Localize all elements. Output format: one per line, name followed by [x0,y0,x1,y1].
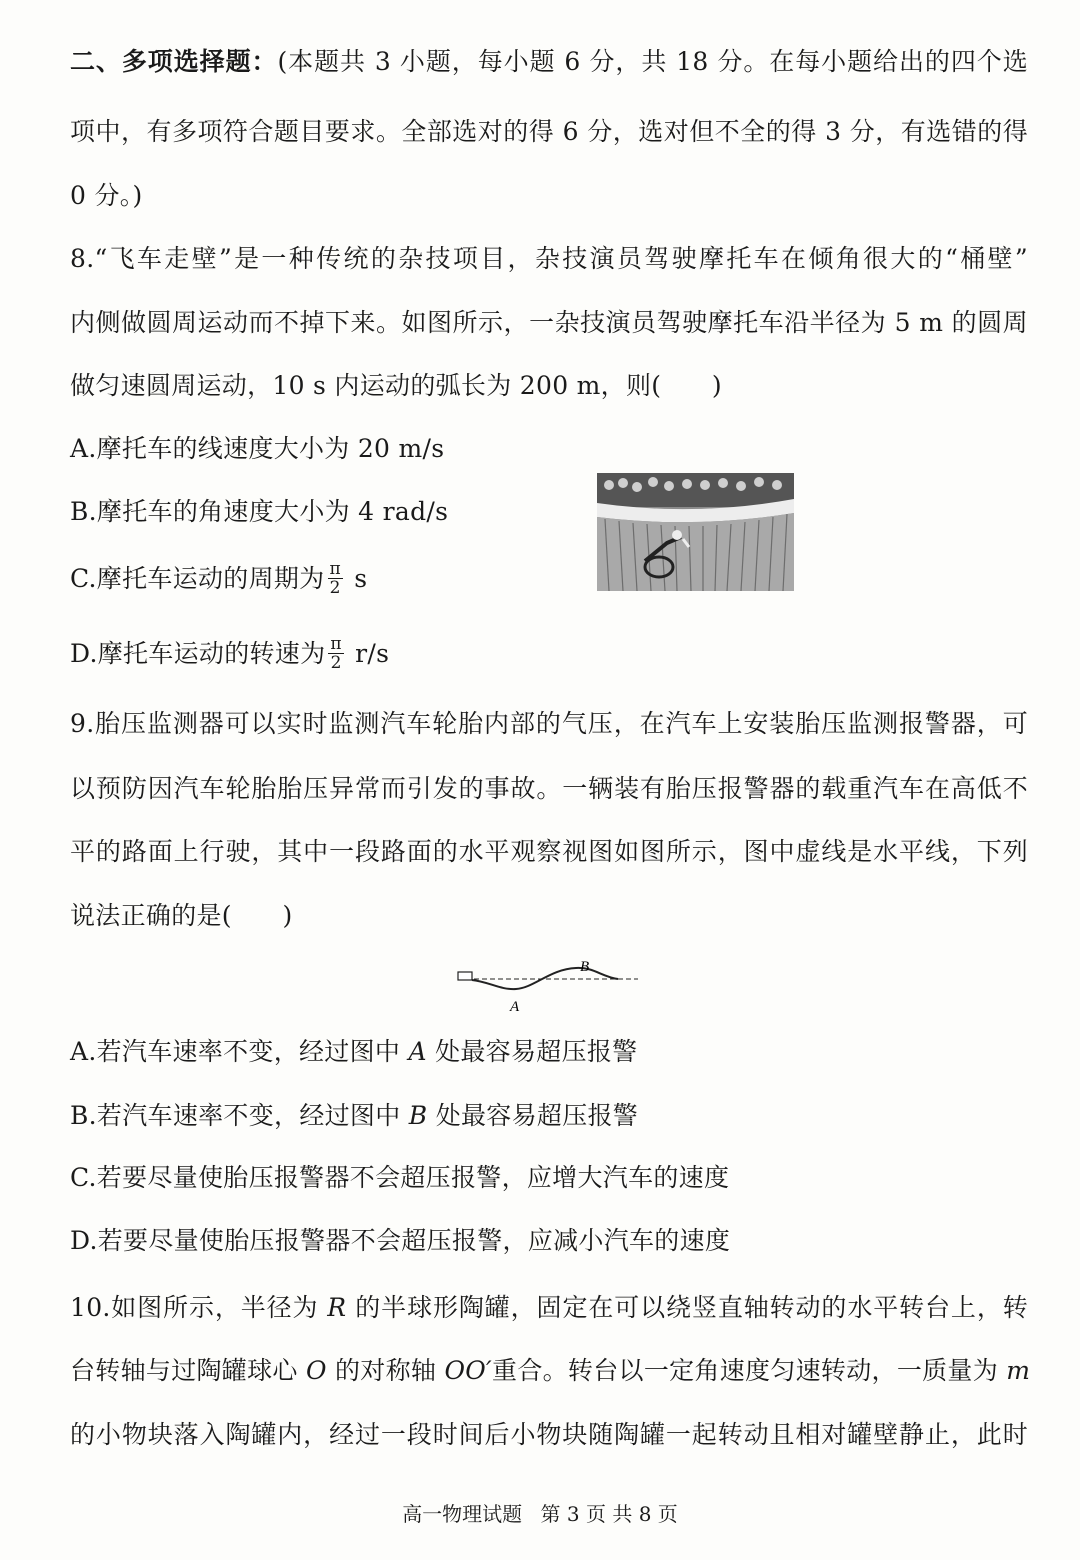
q9-stem-line-3: 平的路面上行驶，其中一段路面的水平观察视图如图所示，图中虚线是水平线，下列 [70,837,1028,866]
q9-road-diagram [450,955,650,1015]
fraction-denominator: 2 [330,653,342,673]
q8-option-c-text: C.摩托车运动的周期为 [70,564,325,593]
q9-option-a-text: A.若汽车速率不变，经过图中 [70,1037,401,1066]
q8-option-c-unit: s [354,564,368,593]
q9-option-c: C.若要尽量使胎压报警器不会超压报警，应增大汽车的速度 [70,1163,730,1192]
q9-option-a [70,1034,637,1070]
q10-stem-line-2 [70,1353,1031,1389]
wall-of-death-picture [597,473,794,591]
q10-stem-line-3: 的小物块落入陶罐内，经过一段时间后小物块随陶罐一起转动且相对罐壁静止，此时 [70,1420,1028,1449]
point-b-label: B [580,959,590,975]
q10-radius-symbol: R [327,1293,347,1322]
q8-option-c-fraction [328,560,343,597]
fraction-denominator: 2 [329,578,341,598]
q9-option-b-point: B [408,1101,428,1130]
section-intro-line-2: 项中，有多项符合题目要求。全部选对的得 6 分，选对但不全的得 3 分，有选错的得 [70,117,1028,146]
section-intro-line-3: 0 分。) [70,181,143,210]
fraction-numerator: π [330,634,342,654]
section-intro-text: (本题共 3 小题，每小题 6 分，共 18 分。在每小题给出的四个选 [277,47,1028,76]
q10-text: 台转轴与过陶罐球心 [70,1356,298,1385]
q9-option-b-text: B.若汽车速率不变，经过图中 [70,1101,401,1130]
section-intro-line-1 [70,44,1028,80]
q8-option-c [70,561,367,599]
q9-stem-line-4: 说法正确的是( ) [70,901,293,930]
q10-center-symbol: O [305,1356,327,1385]
fraction-numerator: π [329,559,341,579]
q8-option-d-text: D.摩托车运动的转速为 [70,639,326,668]
page-number: 第 3 页 共 8 页 [540,1502,678,1526]
q10-text: 重合。转台以一定角速度匀速转动，一质量为 [492,1356,999,1385]
q10-text: 10.如图所示，半径为 [70,1293,319,1322]
page-footer [0,1500,1080,1528]
q8-option-b: B.摩托车的角速度大小为 4 rad/s [70,497,449,526]
q10-mass-symbol: m [1006,1356,1031,1385]
q9-option-a-point: A [408,1037,427,1066]
q8-option-a: A.摩托车的线速度大小为 20 m/s [70,434,445,463]
q8-stem-line-3: 做匀速圆周运动，10 s 内运动的弧长为 200 m，则( ) [70,371,722,400]
q8-option-d-unit: r/s [355,639,390,668]
point-a-label: A [510,999,520,1015]
truck-icon [458,972,472,980]
q9-stem-line-1: 9.胎压监测器可以实时监测汽车轮胎内部的气压，在汽车上安装胎压监测报警器，可 [70,709,1028,738]
q8-stem-line-1: 8.“飞车走壁”是一种传统的杂技项目，杂技演员驾驶摩托车在倾角很大的“桶壁” [70,244,1028,273]
q9-option-d: D.若要尽量使胎压报警器不会超压报警，应减小汽车的速度 [70,1226,731,1255]
q9-stem-line-2: 以预防因汽车轮胎胎压异常而引发的事故。一辆装有胎压报警器的载重汽车在高低不 [70,774,1028,803]
q10-text: 的对称轴 [335,1356,437,1385]
exam-title: 高一物理试题 [402,1502,523,1526]
q10-text: 的半球形陶罐，固定在可以绕竖直轴转动的水平转台上，转 [355,1293,1029,1322]
q9-option-b [70,1098,638,1134]
q10-axis-symbol: OO′ [444,1356,493,1385]
q10-stem-line-1 [70,1290,1028,1326]
q8-motorcycle-wall-photo [597,473,794,591]
q8-option-d-fraction [328,635,343,672]
q8-stem-line-2: 内侧做圆周运动而不掉下来。如图所示，一杂技演员驾驶摩托车沿半径为 5 m 的圆周 [70,308,1028,337]
q9-option-a-rest: 处最容易超压报警 [435,1037,638,1066]
q8-option-d [70,636,389,674]
section-heading: 二、多项选择题： [70,47,278,76]
q9-option-b-rest: 处最容易超压报警 [435,1101,639,1130]
